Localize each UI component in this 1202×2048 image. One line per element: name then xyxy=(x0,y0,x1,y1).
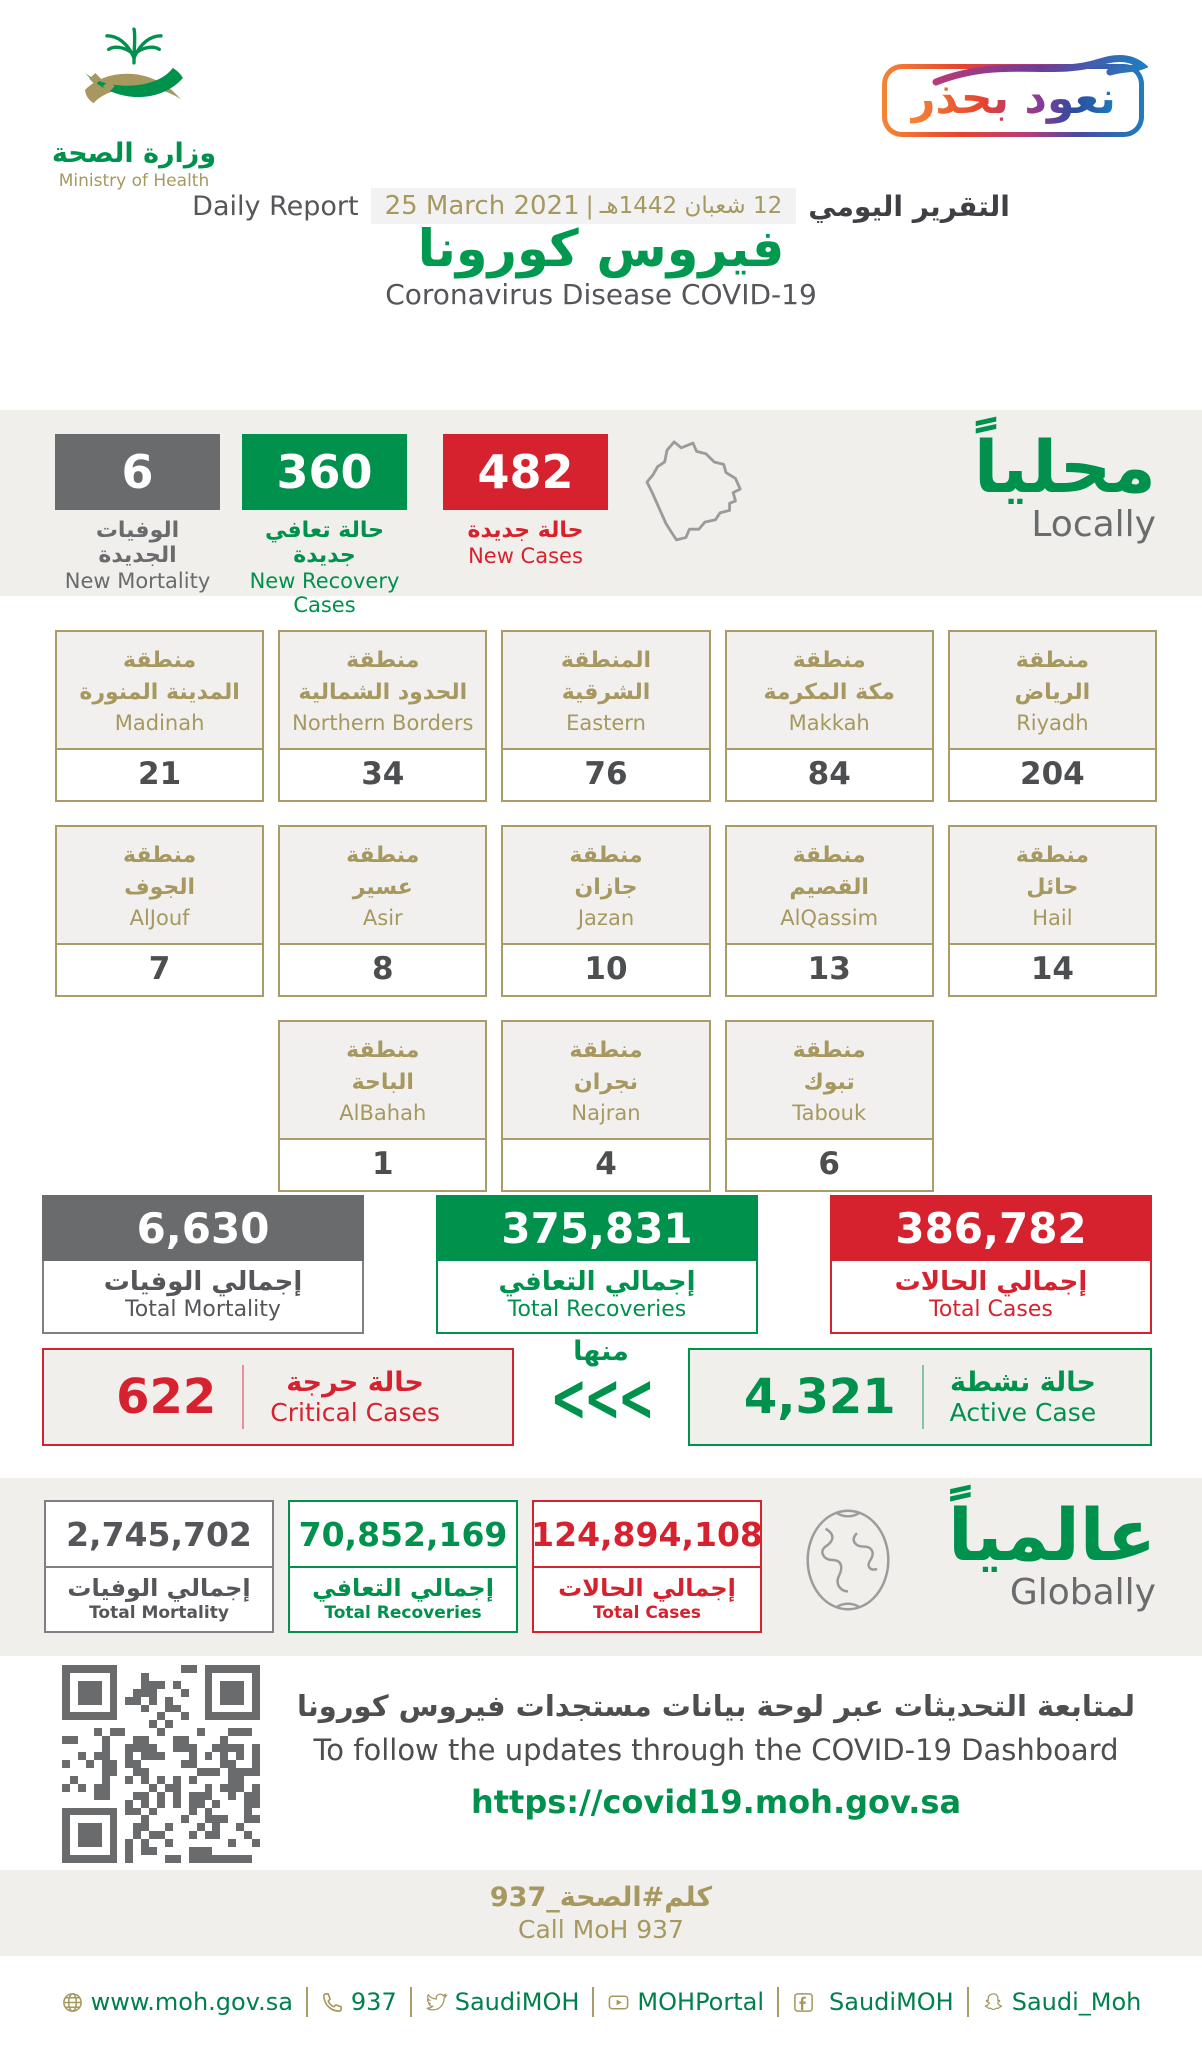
region-value: 7 xyxy=(148,951,171,987)
region-value: 21 xyxy=(138,756,182,792)
dashboard-line-ar: لمتابعة التحديثات عبر لوحة بيانات مستجدات فيروس كورونا xyxy=(297,1689,1135,1723)
phone-icon xyxy=(321,1991,344,2014)
footer-separator xyxy=(592,1987,594,2017)
divider xyxy=(922,1365,924,1429)
globally-heading-ar: عالمياً xyxy=(948,1493,1156,1577)
new-cases-label-ar: حالة جديدة xyxy=(467,518,584,543)
chevrons-left-icon: <<< xyxy=(550,1360,652,1437)
total-recoveries-box xyxy=(436,1195,758,1334)
total-cases-label-ar: إجمالي الحالات xyxy=(894,1267,1088,1297)
moh-logo xyxy=(50,24,218,191)
global-recoveries-box xyxy=(288,1500,518,1633)
region-box-jazan: منطقة جازان Jazan 10 xyxy=(501,825,710,997)
region-value: 34 xyxy=(361,756,405,792)
regions-grid xyxy=(55,630,1157,1192)
locally-heading-en: Locally xyxy=(1031,503,1156,545)
critical-cases-value: 622 xyxy=(116,1369,217,1425)
dashboard-url-link[interactable]: https://covid19.moh.gov.sa xyxy=(470,1783,962,1821)
new-recoveries-label-en: New Recovery Cases xyxy=(249,569,400,617)
new-recoveries-label-ar: حالة تعافي جديدة xyxy=(265,518,384,568)
critical-cases-box xyxy=(42,1348,514,1446)
report-date-gregorian: 25 March 2021 xyxy=(384,191,580,221)
total-mortality-box xyxy=(42,1195,364,1334)
global-cases-value: 124,894,108 xyxy=(534,1502,760,1568)
region-box-aljouf: منطقة الجوف AlJouf 7 xyxy=(55,825,264,997)
of-which-label-ar: منها xyxy=(573,1336,629,1367)
region-box-asir: منطقة عسير Asir 8 xyxy=(278,825,487,997)
new-mortality-stat xyxy=(55,434,220,593)
footer-separator xyxy=(306,1987,308,2017)
globally-section xyxy=(0,1478,1202,1656)
total-cases-box xyxy=(830,1195,1152,1334)
call-moh-label-en: Call MoH 937 xyxy=(518,1915,684,1944)
region-box-albahah: منطقة الباحة AlBahah 1 xyxy=(278,1020,487,1192)
region-value: 10 xyxy=(584,951,628,987)
new-mortality-label-en: New Mortality xyxy=(64,569,211,593)
grid-spacer xyxy=(55,1020,264,1192)
return-with-caution-badge xyxy=(882,64,1144,137)
region-value: 6 xyxy=(818,1146,840,1182)
call-moh-hashtag-ar: كلم#الصحة_937 xyxy=(489,1882,713,1913)
daily-report-label-en: Daily Report xyxy=(192,190,359,222)
totals-row xyxy=(42,1195,1152,1334)
active-cases-value: 4,321 xyxy=(743,1369,896,1425)
report-header-line xyxy=(0,188,1202,224)
grid-spacer xyxy=(948,1020,1157,1192)
global-mortality-box xyxy=(44,1500,274,1633)
total-mortality-label-en: Total Mortality xyxy=(125,1297,281,1322)
global-recoveries-label-en: Total Recoveries xyxy=(324,1603,482,1623)
global-cases-label-en: Total Cases xyxy=(592,1603,702,1623)
region-box-eastern: المنطقة الشرقية Eastern 76 xyxy=(501,630,710,802)
footer-youtube[interactable]: MOHPortal xyxy=(607,1988,764,2016)
region-value: 8 xyxy=(372,951,394,987)
region-box-hail: منطقة حائل Hail 14 xyxy=(948,825,1157,997)
twitter-icon xyxy=(425,1991,448,2014)
globe-icon xyxy=(792,1504,904,1616)
global-cases-box xyxy=(532,1500,762,1633)
moh-logo-arabic: وزارة الصحة xyxy=(51,138,217,169)
region-value: 1 xyxy=(372,1146,394,1182)
qr-code xyxy=(62,1665,260,1863)
new-recoveries-value: 360 xyxy=(242,434,407,510)
report-date-chip xyxy=(371,188,797,224)
total-recoveries-label-ar: إجمالي التعافي xyxy=(498,1267,696,1297)
page-title-english: Coronavirus Disease COVID-19 xyxy=(385,278,817,311)
footer-separator xyxy=(967,1987,969,2017)
dashboard-line-en: To follow the updates through the COVID-19 Dashboard xyxy=(313,1733,1119,1767)
region-box-najran: منطقة نجران Najran 4 xyxy=(501,1020,710,1192)
youtube-icon xyxy=(607,1991,630,2014)
new-cases-label-en: New Cases xyxy=(468,544,583,568)
region-value: 4 xyxy=(595,1146,617,1182)
footer-twitter[interactable]: SaudiMOH xyxy=(425,1988,580,2016)
region-value: 14 xyxy=(1030,951,1074,987)
daily-report-label-ar: التقرير اليومي xyxy=(808,189,1010,223)
region-value: 84 xyxy=(807,756,851,792)
new-cases-value: 482 xyxy=(443,434,608,510)
active-cases-label-ar: حالة نشطة xyxy=(950,1367,1096,1398)
globally-heading-en: Globally xyxy=(1009,1571,1156,1613)
region-box-tabouk: منطقة تبوك Tabouk 6 xyxy=(725,1020,934,1192)
locally-heading-ar: محلياً xyxy=(973,425,1156,509)
critical-cases-label-en: Critical Cases xyxy=(270,1398,440,1427)
region-box-madinah: منطقة المدينة المنورة Madinah 21 xyxy=(55,630,264,802)
locally-heading xyxy=(973,425,1156,545)
global-cases-label-ar: إجمالي الحالات xyxy=(558,1574,736,1602)
page-title-arabic: فيروس كورونا xyxy=(417,220,785,279)
global-mortality-label-ar: إجمالي الوفيات xyxy=(67,1574,251,1602)
global-recoveries-label-ar: إجمالي التعافي xyxy=(312,1574,494,1602)
divider xyxy=(242,1365,244,1429)
global-mortality-value: 2,745,702 xyxy=(46,1502,272,1568)
locally-section xyxy=(0,410,1202,617)
total-recoveries-value: 375,831 xyxy=(436,1195,758,1261)
global-recoveries-value: 70,852,169 xyxy=(290,1502,516,1568)
globe-icon xyxy=(61,1991,84,2014)
footer-snapchat[interactable]: Saudi_Moh xyxy=(982,1988,1142,2016)
total-cases-value: 386,782 xyxy=(830,1195,1152,1261)
footer-website[interactable]: www.moh.gov.sa xyxy=(61,1988,293,2016)
global-mortality-label-en: Total Mortality xyxy=(89,1603,229,1623)
saudi-arabia-map-icon xyxy=(634,436,752,554)
badge-label: نعود بحذر xyxy=(910,73,1116,124)
snapchat-icon xyxy=(982,1991,1005,2014)
region-value: 76 xyxy=(584,756,628,792)
globally-heading xyxy=(948,1493,1156,1613)
footer-facebook[interactable]: SaudiMOH xyxy=(792,1988,954,2016)
region-box-riyadh: منطقة الرياض Riyadh 204 xyxy=(948,630,1157,802)
region-value: 204 xyxy=(1020,756,1085,792)
facebook-icon xyxy=(792,1991,815,2014)
region-box-northern-borders: منطقة الحدود الشمالية Northern Borders 34 xyxy=(278,630,487,802)
total-recoveries-label-en: Total Recoveries xyxy=(507,1297,687,1322)
badge-swoosh-icon xyxy=(932,48,1148,88)
call-moh-band xyxy=(0,1870,1202,1956)
active-cases-box xyxy=(688,1348,1152,1446)
critical-cases-label-ar: حالة حرجة xyxy=(286,1367,424,1398)
footer-phone[interactable]: 937 xyxy=(321,1988,397,2016)
region-box-makkah: منطقة مكة المكرمة Makkah 84 xyxy=(725,630,934,802)
new-mortality-value: 6 xyxy=(55,434,220,510)
total-mortality-label-ar: إجمالي الوفيات xyxy=(103,1267,303,1297)
new-cases-stat xyxy=(443,434,608,568)
active-cases-label-en: Active Case xyxy=(949,1398,1097,1427)
dashboard-section xyxy=(62,1665,1152,1863)
region-box-alqassim: منطقة القصيم AlQassim 13 xyxy=(725,825,934,997)
breakdown-row xyxy=(42,1336,1152,1446)
region-value: 13 xyxy=(807,951,851,987)
footer-contacts xyxy=(0,1956,1202,2048)
of-which-indicator xyxy=(514,1336,688,1437)
footer-separator xyxy=(777,1987,779,2017)
total-cases-label-en: Total Cases xyxy=(929,1297,1053,1322)
total-mortality-value: 6,630 xyxy=(42,1195,364,1261)
moh-logo-english: Ministry of Health xyxy=(58,171,210,191)
report-date-hijri: 12 شعبان 1442هـ xyxy=(599,193,783,219)
new-recoveries-stat xyxy=(242,434,407,617)
new-mortality-label-ar: الوفيات الجديدة xyxy=(95,518,180,568)
date-separator: | xyxy=(585,192,594,220)
moh-logo-icon xyxy=(75,24,193,132)
footer-separator xyxy=(410,1987,412,2017)
